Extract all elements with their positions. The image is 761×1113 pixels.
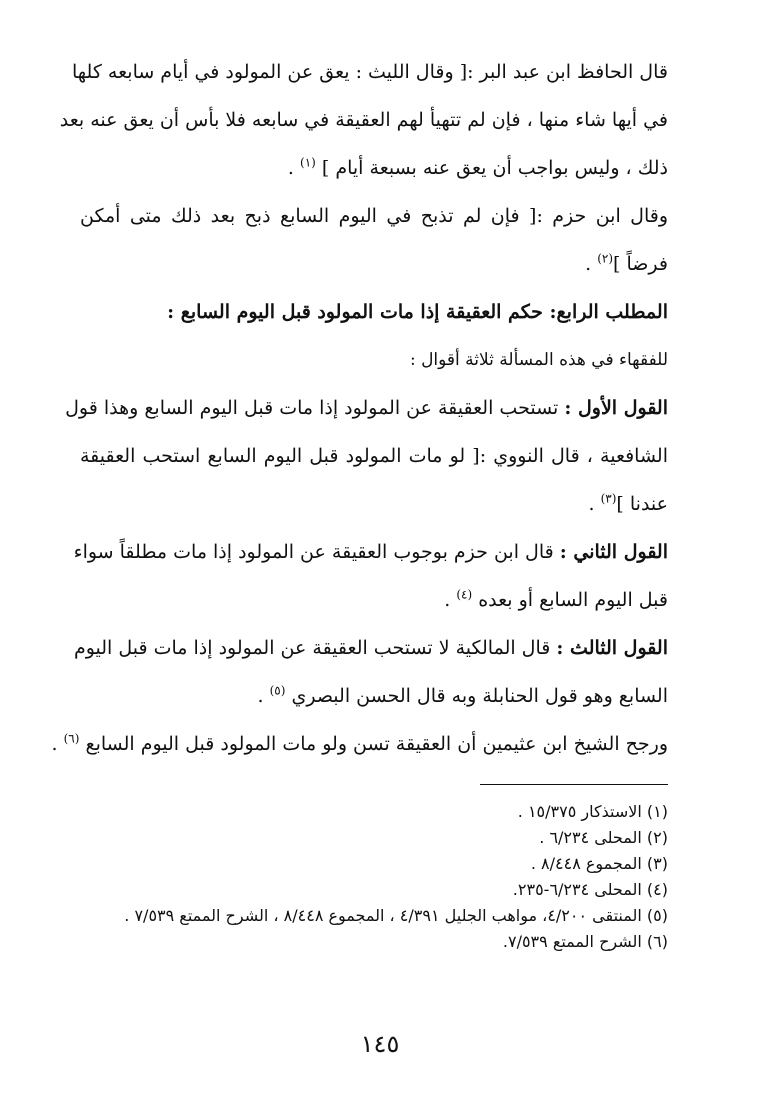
section-heading: المطلب الرابع: حكم العقيقة إذا مات المولود قبل اليوم السابع : — [167, 301, 668, 323]
footnote-ref: (٥) — [269, 683, 286, 698]
text: الشافعية ، قال النووي :[ لو مات المولود قبل اليوم السابع استحب العقيقة — [80, 445, 668, 467]
paragraph-line — [80, 432, 668, 480]
text: . — [588, 493, 601, 515]
text: ورجح الشيخ ابن عثيمين أن العقيقة تسن ولو مات المولود قبل اليوم السابع — [79, 733, 668, 755]
footnote-ref: (٣) — [600, 491, 617, 506]
paragraph-line — [80, 192, 668, 240]
paragraph-line — [80, 672, 668, 720]
opinion-label: القول الثاني : — [559, 541, 668, 563]
paragraph-line — [72, 48, 668, 96]
paragraph-line — [80, 240, 668, 288]
paragraph-line — [80, 576, 668, 624]
text: . — [585, 253, 598, 275]
text: وقال ابن حزم :[ فإن لم تذبح في اليوم السابع ذبح بعد ذلك متى أمكن — [80, 205, 668, 227]
footnote: (٦) الشرح الممتع ٧/٥٣٩. — [502, 932, 668, 951]
page-body — [51, 48, 668, 768]
text: . — [51, 733, 64, 755]
footnote-ref: (٢) — [597, 251, 614, 266]
paragraph-line — [65, 384, 668, 432]
text: تستحب العقيقة عن المولود إذا مات قبل اليوم السابع وهذا قول — [65, 397, 565, 419]
text: قال المالكية لا تستحب العقيقة عن المولود إذا مات قبل اليوم — [73, 637, 557, 659]
paragraph-line — [51, 720, 668, 768]
footnote: (٤) المحلى ٦/٢٣٤-٢٣٥. — [512, 880, 668, 899]
footnote-ref: (٦) — [63, 731, 80, 746]
text: فرضاً ] — [613, 253, 668, 275]
paragraph-line — [80, 480, 668, 528]
footnote-ref: (٤) — [456, 587, 473, 602]
text: ذلك ، وليس بواجب أن يعق عنه بسبعة أيام ] — [321, 157, 668, 179]
paragraph-line — [59, 96, 668, 144]
paragraph-line — [80, 144, 668, 192]
footnote: (٢) المحلى ٦/٢٣٤ . — [539, 828, 668, 847]
text: عندنا ] — [616, 493, 668, 515]
footnote: (٥) المنتقى ٤/٢٠٠، مواهب الجليل ٤/٣٩١ ، المجموع ٨/٤٤٨ ، الشرح الممتع ٧/٥٣٩ . — [124, 906, 668, 925]
footnote-divider — [480, 784, 668, 785]
opinion-label: القول الثالث : — [556, 637, 668, 659]
text: قال الحافظ ابن عبد البر :[ وقال الليث : يعق عن المولود في أيام سابعه كلها — [72, 61, 668, 83]
text: في أيها شاء منها ، فإن لم تتهيأ لهم العقيقة في سابعه فلا بأس أن يعق عنه بعد — [59, 109, 668, 131]
intro-line: للفقهاء في هذه المسألة ثلاثة أقوال : — [409, 350, 668, 370]
footnotes — [80, 799, 668, 955]
footnote: (٣) المجموع ٨/٤٤٨ . — [530, 854, 668, 873]
footnote: (١) الاستذكار ١٥/٣٧٥ . — [517, 802, 668, 821]
text: . — [257, 685, 270, 707]
opinion-label: القول الأول : — [564, 397, 668, 419]
page-number: ١٤٥ — [360, 1030, 400, 1058]
text: . — [444, 589, 457, 611]
text: قال ابن حزم بوجوب العقيقة عن المولود إذا مات مطلقاً سواء — [73, 541, 560, 563]
text: السابع وهو قول الحنابلة وبه قال الحسن البصري — [285, 685, 668, 707]
text: قبل اليوم السابع أو بعده — [472, 589, 668, 611]
paragraph-line — [73, 528, 668, 576]
footnote-ref: (١) — [300, 155, 316, 170]
paragraph-line — [73, 624, 668, 672]
text: . — [287, 157, 301, 179]
